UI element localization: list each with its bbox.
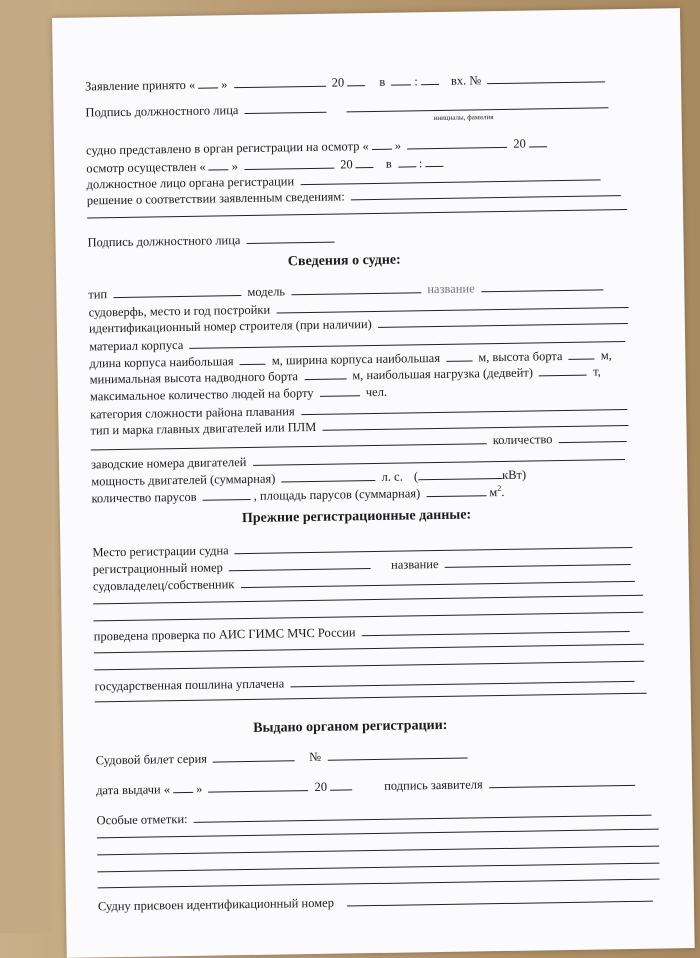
quote-close: »	[195, 781, 203, 796]
engines-label: тип и марка главных двигателей или ПЛМ	[90, 419, 317, 438]
issue-date-label: дата выдачи	[96, 782, 161, 798]
day-field[interactable]	[372, 137, 392, 150]
applicant-sign-field[interactable]	[489, 773, 635, 788]
vessel-section-title: Сведения о судне:	[287, 252, 401, 270]
sq-exponent: 2	[497, 483, 502, 493]
notes-line-4[interactable]	[97, 863, 659, 873]
accepted-label: Заявление принято	[84, 77, 186, 94]
minute-field[interactable]	[421, 72, 439, 85]
hour-field[interactable]	[391, 72, 411, 85]
notes-line-3[interactable]	[97, 846, 659, 856]
open-paren: (	[413, 469, 419, 484]
ticket-series-field[interactable]	[213, 748, 295, 762]
power-label: мощность двигателей (суммарная)	[91, 471, 276, 489]
check-label: проведена проверка по АИС ГИМС МЧС России	[93, 625, 356, 644]
check-field[interactable]	[362, 619, 630, 636]
quote-close: »	[221, 77, 228, 92]
presented-label: судно представлено в орган регистрации на осмотр	[85, 139, 360, 158]
issued-section-title: Выдано органом регистрации:	[253, 717, 448, 736]
notes-row	[96, 803, 654, 829]
persons-unit: чел.	[365, 384, 388, 400]
official-signature-label: Подпись должностного лица	[87, 233, 241, 250]
prev-name-label: название	[390, 556, 439, 572]
quote-close: »	[231, 159, 239, 174]
builder-id-label: идентификационный номер строителя (при наличии)	[88, 317, 372, 336]
sail-area-field[interactable]	[426, 483, 486, 497]
in-label: в	[379, 74, 386, 89]
official-sign-row	[85, 95, 611, 123]
assigned-label: Судну присвоен идентификационный номер	[97, 895, 335, 914]
year-field[interactable]	[347, 73, 365, 86]
issue-date-row	[96, 773, 638, 799]
hull-material-label: материал корпуса	[89, 337, 184, 354]
power-kw-field[interactable]	[418, 466, 502, 480]
month-field[interactable]	[407, 135, 507, 150]
reg-place-field[interactable]	[235, 535, 633, 554]
name-field[interactable]	[481, 277, 603, 292]
year-prefix: 20	[513, 136, 526, 151]
meters-unit: м,	[600, 348, 612, 363]
accepted-row	[85, 69, 609, 94]
year-field[interactable]	[529, 134, 547, 147]
day-field[interactable]	[209, 157, 229, 170]
duty-row	[94, 669, 637, 695]
desk-left	[0, 0, 52, 933]
reg-number-label: регистрационный номер	[92, 560, 223, 577]
colon: :	[414, 74, 418, 89]
month-field[interactable]	[208, 778, 308, 793]
year-field[interactable]	[356, 155, 374, 168]
tons-unit: т,	[593, 364, 601, 379]
load-field[interactable]	[539, 363, 587, 377]
quantity-field[interactable]	[558, 429, 626, 443]
hour-field[interactable]	[398, 154, 416, 167]
quote-open: «	[199, 159, 206, 174]
duty-line-2[interactable]	[95, 693, 647, 703]
quote-close: »	[394, 138, 402, 153]
day-field[interactable]	[198, 75, 218, 88]
sails-label: количество парусов	[91, 489, 197, 506]
applicant-sign-label: подпись заявителя	[384, 777, 483, 793]
signature-field[interactable]	[244, 100, 326, 114]
quote-open: «	[163, 782, 171, 797]
width-field[interactable]	[446, 348, 472, 361]
prev-name-field[interactable]	[444, 552, 630, 568]
sails-field[interactable]	[203, 487, 251, 501]
ticket-label: Судовой билет серия	[95, 751, 208, 768]
width-label: м, ширина корпуса наибольшая	[271, 350, 441, 368]
assigned-row	[98, 889, 656, 915]
previous-section-title: Прежние регистрационные данные:	[241, 507, 472, 527]
ticket-number-field[interactable]	[327, 746, 467, 761]
year-prefix: 20	[314, 779, 328, 794]
max-load-label: м, наибольшая нагрузка (дедвейт)	[352, 365, 534, 383]
official-sign-row-2	[87, 230, 337, 251]
assigned-field[interactable]	[347, 889, 653, 907]
type-field[interactable]	[113, 283, 241, 298]
official-signature-label: Подпись должностного лица	[85, 103, 239, 120]
duty-field[interactable]	[290, 669, 634, 687]
kw-unit: кВт)	[501, 467, 527, 482]
height-label: м, высота борта	[478, 349, 563, 365]
period: .	[501, 484, 505, 500]
day-field[interactable]	[173, 780, 193, 793]
reg-place-label: Место регистрации судна	[92, 543, 229, 560]
height-field[interactable]	[569, 347, 595, 360]
year-field[interactable]	[330, 777, 352, 790]
decision-label: решение о соответствии заявленным сведениям:	[86, 189, 345, 208]
hp-unit: л. с.	[381, 469, 403, 484]
signature-field[interactable]	[246, 230, 334, 244]
initials-caption: инициалы, фамилия	[433, 113, 494, 123]
shipyard-label: судоверфь, место и год постройки	[88, 302, 271, 320]
minute-field[interactable]	[425, 154, 443, 167]
category-label: категория сложности района плавания	[90, 404, 295, 422]
year-prefix: 20	[340, 157, 353, 172]
form-sheet	[52, 8, 695, 958]
ticket-row	[96, 746, 471, 769]
name-label: название	[427, 281, 475, 297]
quote-open: «	[188, 77, 196, 92]
notes-line-2[interactable]	[97, 829, 659, 839]
notes-field[interactable]	[194, 803, 652, 823]
colon: :	[418, 156, 423, 171]
quantity-label: количество	[492, 432, 553, 448]
owner-line-2[interactable]	[93, 595, 643, 605]
builder-id-field[interactable]	[378, 311, 628, 328]
check-line-2[interactable]	[94, 644, 644, 654]
check-row	[94, 619, 633, 644]
notes-line-5[interactable]	[98, 879, 660, 889]
type-label: тип	[88, 287, 108, 302]
initials-field[interactable]	[346, 95, 608, 112]
max-people-label: максимальное количество людей на борту	[89, 385, 314, 404]
in-label: в	[385, 156, 392, 171]
serials-label: заводские номера двигателей	[90, 455, 247, 472]
quote-open: «	[362, 139, 369, 154]
month-field[interactable]	[244, 156, 334, 170]
sail-area-label: , площадь парусов (суммарная)	[253, 486, 421, 503]
month-field[interactable]	[233, 74, 325, 88]
duty-label: государственная пошлина уплачена	[94, 676, 285, 694]
max-length-label: длина корпуса наибольшая	[89, 354, 234, 371]
reg-number-field[interactable]	[229, 556, 371, 571]
check-line-3[interactable]	[94, 661, 644, 671]
freeboard-field[interactable]	[304, 366, 346, 380]
year-prefix: 20	[331, 75, 345, 90]
model-label: модель	[247, 284, 286, 299]
model-field[interactable]	[291, 280, 421, 295]
min-freeboard-label: минимальная высота надводного борта	[89, 369, 299, 387]
in-no-field[interactable]	[487, 69, 605, 84]
registration-official-label: должностное лицо органа регистрации	[86, 174, 295, 192]
in-no-label: вх. №	[450, 73, 482, 88]
owner-label: судовладелец/собственник	[92, 577, 235, 594]
people-field[interactable]	[320, 383, 360, 397]
number-sign: №	[309, 749, 322, 765]
notes-label: Особые отметки:	[96, 811, 188, 828]
sq-m-unit: м	[489, 485, 498, 500]
decision-line[interactable]	[87, 209, 627, 218]
inspection-label: осмотр осуществлен	[86, 159, 197, 176]
power-hp-field[interactable]	[281, 468, 375, 482]
length-field[interactable]	[240, 352, 266, 365]
